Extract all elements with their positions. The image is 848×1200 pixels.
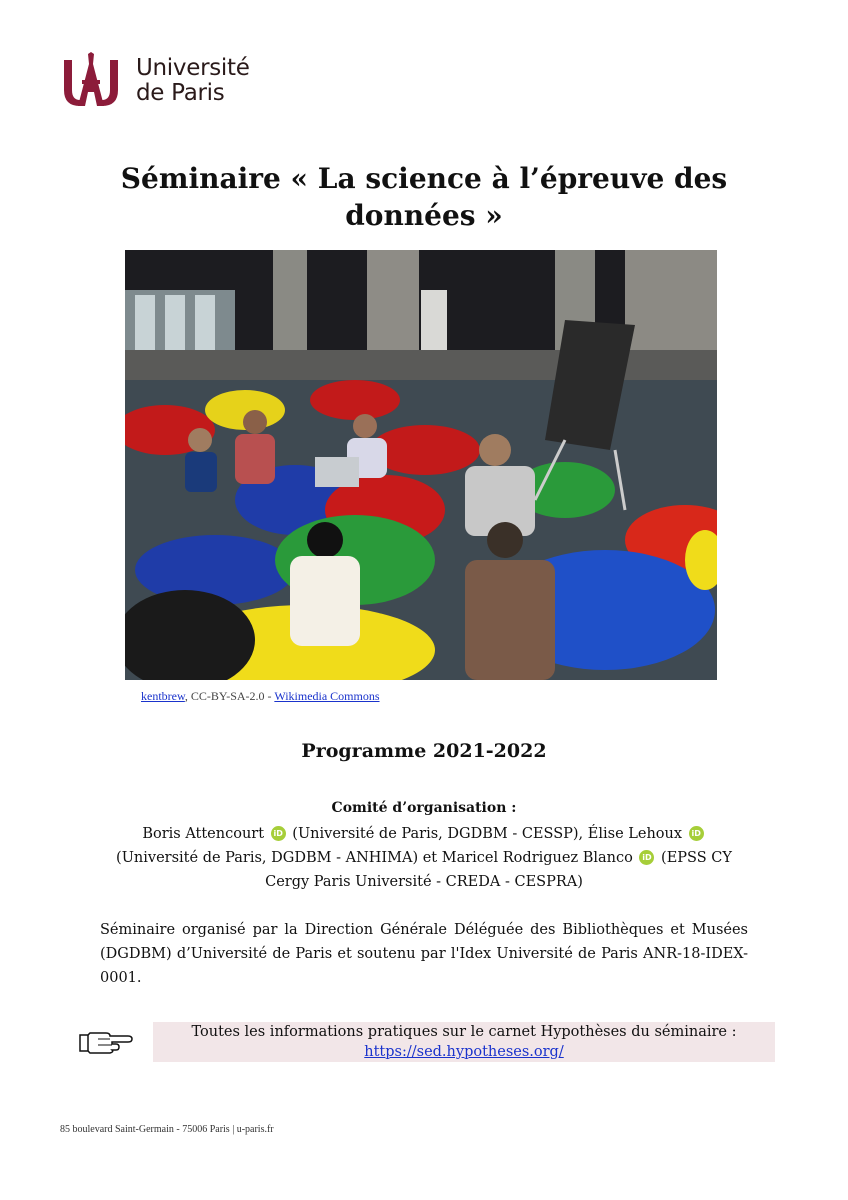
member-affiliation: (Université de Paris, DGDBM - CESSP), <box>287 826 588 842</box>
credit-author-link[interactable]: kentbrew <box>141 689 185 703</box>
orcid-icon[interactable]: iD <box>639 850 654 865</box>
university-logo <box>60 48 270 114</box>
pointing-hand-icon <box>76 1027 136 1057</box>
member-name: Maricel Rodriguez Blanco <box>441 850 633 866</box>
logo-line2: de Paris <box>136 80 225 106</box>
programme-heading: Programme 2021-2022 <box>301 740 547 762</box>
logo-emblem-icon <box>60 50 122 110</box>
page-title: Séminaire « La science à l’épreuve des données » <box>120 162 728 232</box>
support-paragraph: Séminaire organisé par la Direction Générale Déléguée des Bibliothèques et Musées (DGDBM) d’Université de Paris et soutenu par l'Idex Université de Paris ANR-18-IDEX-0001. <box>100 922 748 986</box>
blog-link[interactable]: https://sed.hypotheses.org/ <box>364 1044 564 1060</box>
orcid-icon[interactable]: iD <box>271 826 286 841</box>
info-text: Toutes les informations pratiques sur le carnet Hypothèses du séminaire : <box>191 1024 737 1040</box>
logo-wordmark <box>136 56 250 106</box>
member-name: Élise Lehoux <box>587 826 683 842</box>
logo-line1: Université <box>136 55 250 81</box>
member-affiliation: (Université de Paris, DGDBM - ANHIMA) et <box>116 850 442 866</box>
committee-heading: Comité d’organisation : <box>331 800 517 816</box>
credit-source-link[interactable]: Wikimedia Commons <box>274 689 380 703</box>
orcid-icon[interactable]: iD <box>689 826 704 841</box>
committee-members <box>100 822 748 894</box>
credit-license: , CC-BY-SA-2.0 - <box>184 689 275 703</box>
footer-address: 85 boulevard Saint-Germain - 75006 Paris | u-paris.fr <box>60 1124 274 1135</box>
info-box <box>153 1022 775 1062</box>
photo-credit <box>141 689 380 704</box>
member-name: Boris Attencourt <box>142 826 265 842</box>
event-photo <box>125 250 717 680</box>
member-affiliation: (EPSS CY Cergy Paris Université - CREDA - CESPRA) <box>265 850 732 890</box>
